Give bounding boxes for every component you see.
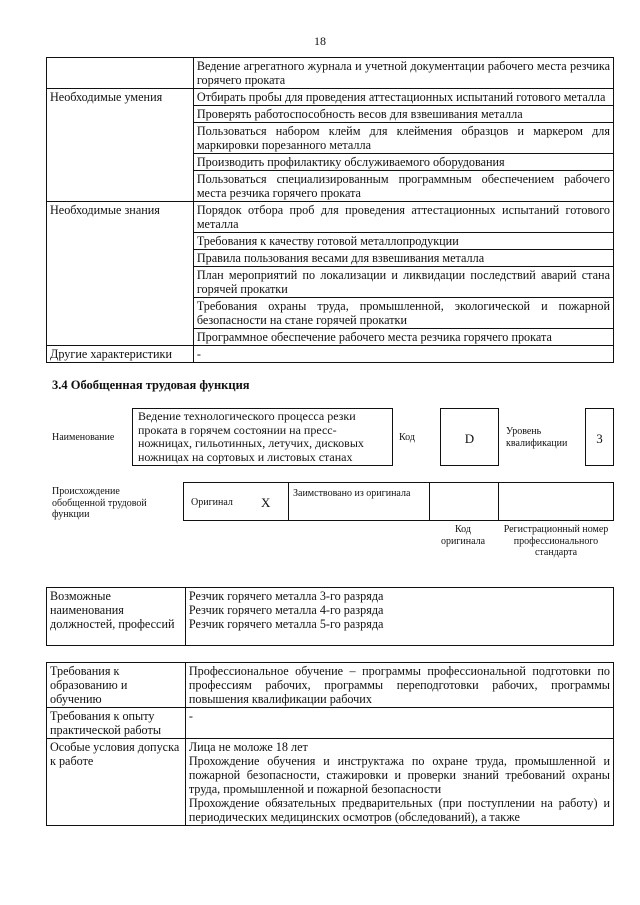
other-value: - — [193, 346, 613, 363]
orig-code-caption: Код оригинала — [440, 524, 486, 547]
page-number: 18 — [314, 34, 326, 48]
knowledge-label: Необходимые знания — [47, 202, 194, 346]
section-heading: 3.4 Обобщенная трудовая функция — [52, 378, 250, 392]
requirement-label: Требования к образованию и обучению — [47, 663, 186, 708]
skill-item: Отбирать пробы для проведения аттестационных испытаний готового металла — [193, 89, 613, 106]
knowledge-item: Правила пользования весами для взвешивания металла — [193, 250, 613, 267]
knowledge-item: Требования к качеству готовой металлопродукции — [193, 233, 613, 250]
table-row — [47, 663, 614, 708]
positions-cell — [185, 588, 613, 646]
table-row — [47, 708, 614, 739]
knowledge-item: Требования охраны труда, промышленной, экологической и пожарной безопасности на стане горячей прокатки — [193, 298, 613, 329]
positions-table — [46, 587, 614, 646]
original-mark: X — [261, 495, 271, 510]
requirement-item: Лица не моложе 18 лет — [188, 740, 308, 754]
requirement-label: Особые условия допуска к работе — [47, 739, 186, 826]
table-row — [47, 202, 614, 233]
name-box — [132, 408, 393, 466]
table-cell: Ведение агрегатного журнала и учетной документации рабочего места резчика горячего проката — [193, 58, 613, 89]
table-row — [47, 89, 614, 106]
position-item: Резчик горячего металла 3-го разряда — [188, 589, 384, 603]
origin-box — [183, 482, 614, 521]
positions-label: Возможные наименования должностей, профессий — [47, 588, 186, 646]
position-item: Резчик горячего металла 4-го разряда — [188, 603, 384, 617]
other-label: Другие характеристики — [47, 346, 194, 363]
skill-item: Производить профилактику обслуживаемого оборудования — [193, 154, 613, 171]
name-label: Наименование — [52, 432, 115, 443]
position-item: Резчик горячего металла 5-го разряда — [188, 617, 384, 631]
original-label: Оригинал — [191, 497, 233, 508]
code-value: D — [464, 431, 475, 446]
table-row — [47, 588, 614, 646]
table-row — [47, 58, 614, 89]
empty-cell — [47, 58, 194, 89]
requirement-item: Прохождение обязательных предварительных (при поступлении на работу) и периодических медицинских осмотров (обследований), а также — [188, 796, 610, 824]
requirement-value-list — [185, 739, 613, 826]
skills-label: Необходимые умения — [47, 89, 194, 202]
skill-item: Пользоваться специализированным программным обеспечением рабочего места резчика горячего проката — [193, 171, 613, 202]
skills-knowledge-table — [46, 57, 614, 363]
knowledge-item: Программное обеспечение рабочего места резчика горячего проката — [193, 329, 613, 346]
table-row — [47, 346, 614, 363]
knowledge-item: План мероприятий по локализации и ликвидации последствий аварий стана горячей прокатки — [193, 267, 613, 298]
requirements-table — [46, 662, 614, 826]
knowledge-item: Порядок отбора проб для проведения аттестационных испытаний готового металла — [193, 202, 613, 233]
requirement-value: Профессиональное обучение – программы профессиональной подготовки по профессиям рабочих, программы переподготовки рабочих, программы повышения квалификации рабочих — [185, 663, 613, 708]
table-row — [47, 739, 614, 826]
origin-label: Происхождение обобщенной трудовой функции — [52, 486, 147, 520]
level-value: 3 — [596, 431, 603, 446]
skill-item: Проверять работоспособность весов для взвешивания металла — [193, 106, 613, 123]
function-name: Ведение технологического процесса резки проката в горячем состоянии на пресс-ножницах, гильотинных, летучих, дисковых ножницах на сортовых и листовых станах — [138, 409, 364, 464]
origin-divider — [429, 483, 430, 520]
origin-divider — [288, 483, 289, 520]
requirement-value: - — [185, 708, 613, 739]
origin-divider — [498, 483, 499, 520]
reg-number-caption: Регистрационный номер профессионального стандарта — [503, 524, 609, 558]
borrowed-label: Заимствовано из оригинала — [293, 488, 411, 499]
requirement-item: Прохождение обучения и инструктажа по охране труда, промышленной и пожарной безопасности, стажировки и проверки знаний требований охраны труда, промышленной и пожарной безопасности — [188, 754, 610, 796]
requirement-label: Требования к опыту практической работы — [47, 708, 186, 739]
skill-item: Пользоваться набором клейм для клеймения образцов и маркером для маркировки порезанного металла — [193, 123, 613, 154]
code-label: Код — [399, 432, 415, 443]
level-label: Уровень квалификации — [506, 426, 568, 449]
level-box — [585, 408, 614, 466]
code-box — [440, 408, 499, 466]
